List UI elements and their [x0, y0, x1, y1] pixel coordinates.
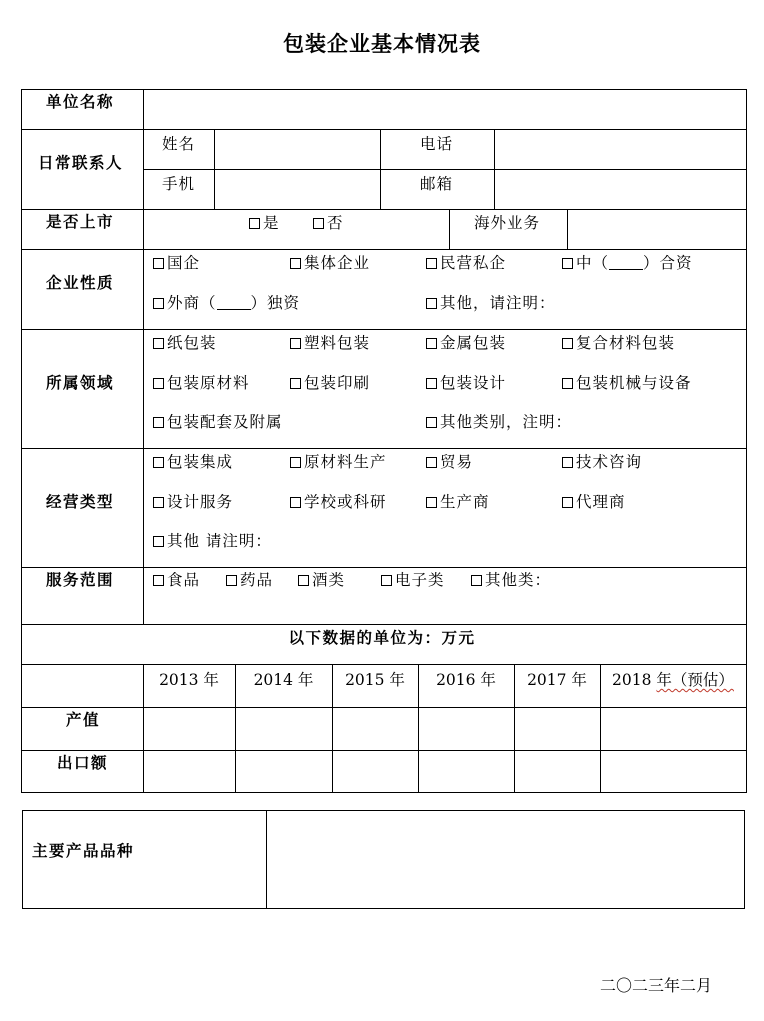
- business-option[interactable]: 贸易: [426, 452, 473, 472]
- nature-soe-option[interactable]: 国企: [153, 253, 200, 273]
- checkbox[interactable]: [426, 338, 437, 349]
- checkbox[interactable]: [313, 218, 324, 229]
- year-header: 2016 年: [436, 671, 496, 689]
- checkbox[interactable]: [426, 298, 437, 309]
- field-option[interactable]: 其他类别，注明：: [426, 412, 572, 432]
- nature-jv-option[interactable]: 中（ ）合资: [562, 253, 693, 273]
- field-option[interactable]: 包装印刷: [290, 373, 370, 393]
- unit-note: 以下数据的单位为：万元: [288, 629, 476, 647]
- label-phone: 电话: [420, 135, 454, 153]
- checkbox[interactable]: [426, 497, 437, 508]
- mailbox-field[interactable]: [496, 171, 745, 208]
- label-field: 所属领域: [46, 374, 115, 392]
- checkbox[interactable]: [153, 338, 164, 349]
- nature-foreign-option[interactable]: 外商（ ）独资: [153, 293, 300, 313]
- field-option[interactable]: 金属包装: [426, 333, 506, 353]
- jv-blank[interactable]: [609, 255, 643, 270]
- label-contact: 日常联系人: [38, 154, 124, 172]
- label-products: 主要产品品种: [32, 842, 135, 860]
- label-nature: 企业性质: [46, 274, 115, 292]
- year-header: 2015 年: [345, 671, 405, 689]
- checkbox[interactable]: [426, 457, 437, 468]
- business-option[interactable]: 学校或科研: [290, 492, 387, 512]
- checkbox[interactable]: [290, 378, 301, 389]
- listed-no-option[interactable]: 否: [313, 213, 344, 233]
- checkbox[interactable]: [562, 457, 573, 468]
- business-option[interactable]: 设计服务: [153, 492, 233, 512]
- nature-collective-option[interactable]: 集体企业: [290, 253, 370, 273]
- business-option[interactable]: 原材料生产: [290, 452, 387, 472]
- label-listed: 是否上市: [46, 213, 115, 231]
- output-values-row[interactable]: [145, 709, 745, 749]
- checkbox[interactable]: [562, 497, 573, 508]
- business-option[interactable]: 其他 请注明：: [153, 531, 272, 551]
- business-option[interactable]: 代理商: [562, 492, 626, 512]
- checkbox[interactable]: [153, 258, 164, 269]
- label-mobile: 手机: [162, 175, 196, 193]
- checkbox[interactable]: [290, 338, 301, 349]
- document-date: 二〇二三年二月: [600, 976, 713, 995]
- label-output: 产值: [66, 711, 101, 729]
- products-field[interactable]: [268, 812, 743, 907]
- checkbox[interactable]: [153, 417, 164, 428]
- service-option[interactable]: 电子类: [381, 570, 445, 590]
- checkbox[interactable]: [562, 378, 573, 389]
- service-option[interactable]: 酒类: [298, 570, 345, 590]
- checkbox[interactable]: [426, 417, 437, 428]
- checkbox[interactable]: [290, 457, 301, 468]
- checkbox[interactable]: [153, 497, 164, 508]
- checkbox[interactable]: [153, 536, 164, 547]
- field-option[interactable]: 包装原材料: [153, 373, 250, 393]
- business-option[interactable]: 包装集成: [153, 452, 233, 472]
- checkbox[interactable]: [290, 497, 301, 508]
- label-export: 出口额: [57, 754, 109, 772]
- label-overseas: 海外业务: [474, 214, 541, 232]
- checkbox[interactable]: [249, 218, 260, 229]
- year-header: 2013 年: [159, 671, 219, 689]
- checkbox[interactable]: [562, 338, 573, 349]
- label-mailbox: 邮箱: [420, 175, 454, 193]
- field-option[interactable]: 包装设计: [426, 373, 506, 393]
- overseas-field[interactable]: [569, 211, 745, 248]
- field-option[interactable]: 塑料包装: [290, 333, 370, 353]
- listed-yes-option[interactable]: 是: [249, 213, 280, 233]
- checkbox[interactable]: [426, 378, 437, 389]
- field-option[interactable]: 包装配套及附属: [153, 412, 283, 432]
- year-header: 2014 年: [253, 671, 314, 689]
- label-name: 姓名: [162, 135, 196, 153]
- checkbox[interactable]: [153, 575, 164, 586]
- year-header-estimate: 2018 年（预估）: [612, 671, 734, 689]
- label-business-type: 经营类型: [46, 493, 115, 511]
- field-option[interactable]: 纸包装: [153, 333, 217, 353]
- year-header: 2017 年: [527, 671, 587, 689]
- checkbox[interactable]: [426, 258, 437, 269]
- business-option[interactable]: 技术咨询: [562, 452, 642, 472]
- checkbox[interactable]: [226, 575, 237, 586]
- service-option[interactable]: 药品: [226, 570, 273, 590]
- contact-name-field[interactable]: [216, 131, 379, 168]
- export-values-row[interactable]: [145, 752, 745, 791]
- phone-field[interactable]: [496, 131, 745, 168]
- business-option[interactable]: 生产商: [426, 492, 490, 512]
- checkbox[interactable]: [562, 258, 573, 269]
- checkbox[interactable]: [381, 575, 392, 586]
- checkbox[interactable]: [471, 575, 482, 586]
- field-option[interactable]: 包装机械与设备: [562, 373, 692, 393]
- page-title: 包装企业基本情况表: [283, 32, 481, 56]
- mobile-field[interactable]: [216, 171, 379, 208]
- foreign-blank[interactable]: [217, 295, 251, 310]
- nature-other-option[interactable]: 其他，请注明：: [426, 293, 556, 313]
- service-option[interactable]: 食品: [153, 570, 200, 590]
- nature-private-option[interactable]: 民营私企: [426, 253, 506, 273]
- company-name-field[interactable]: [145, 91, 745, 128]
- label-company-name: 单位名称: [46, 93, 115, 111]
- service-option[interactable]: 其他类：: [471, 570, 551, 590]
- checkbox[interactable]: [153, 298, 164, 309]
- checkbox[interactable]: [298, 575, 309, 586]
- label-service-scope: 服务范围: [46, 571, 115, 589]
- field-option[interactable]: 复合材料包装: [562, 333, 675, 353]
- checkbox[interactable]: [153, 378, 164, 389]
- checkbox[interactable]: [290, 258, 301, 269]
- checkbox[interactable]: [153, 457, 164, 468]
